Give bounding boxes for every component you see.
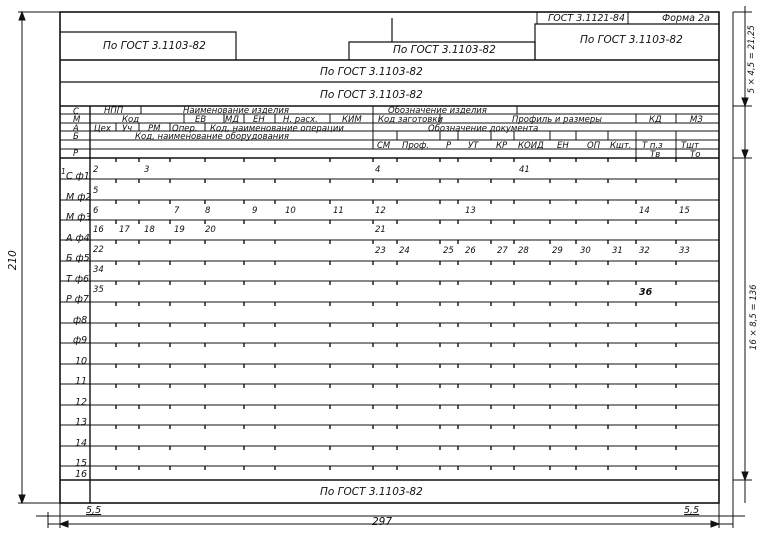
field-number: 29 [552,246,563,256]
label-kd: КД [649,115,662,125]
label-en: ЕН [253,115,265,125]
field-number: 33 [679,246,690,256]
field-number: 19 [174,225,185,235]
dim-body-rows: 16 × 8,5 = 136 [748,284,759,351]
dim-height: 210 [6,250,19,271]
label-uch: Уч [122,124,133,134]
field-number: 6 [93,206,99,216]
label-document: Обозначение документа [428,124,539,134]
field-number: 12 [375,206,386,216]
ref-left: По ГОСТ 3.1103-82 [103,40,206,52]
row-label: 13 [75,417,88,428]
row-label: 10 [75,356,88,367]
row-label: А ф4 [66,233,90,244]
field-number: 11 [333,206,344,216]
row-label: М ф3 [66,212,92,223]
field-number: 17 [119,225,130,235]
field-number: 24 [399,246,410,256]
field-number: 20 [205,225,216,235]
field-number: 23 [375,246,386,256]
gost-code: ГОСТ 3.1121-84 [548,13,625,24]
field-number: 4 [375,165,381,175]
field-number: 22 [93,245,104,255]
label-nrask: Н. расх. [283,115,318,125]
label-item-name: Наименование изделия [183,106,289,116]
field-number: 18 [144,225,155,235]
field-number: 31 [612,246,623,256]
field-number: 2 [93,165,99,175]
form-label: Форма 2а [662,13,710,24]
footer-ref: По ГОСТ 3.1103-82 [320,486,423,498]
label-ev: ЕВ [195,115,207,125]
label-md: МД [225,115,239,125]
ref-right: По ГОСТ 3.1103-82 [580,34,683,46]
prefix-a: А [73,124,79,134]
field-number: 36 [639,287,653,298]
field-number: 7 [174,206,180,216]
label-sm: СМ [377,141,391,151]
dim-margin-right: 5,5 [684,505,700,516]
label-npp: НПП [104,106,124,116]
prefix-m: М [73,115,81,125]
ref-mid: По ГОСТ 3.1103-82 [393,44,496,56]
prefix-b: Б [73,132,79,142]
label-kod: Код [122,115,140,125]
ref-row2: По ГОСТ 3.1103-82 [320,89,423,101]
label-kr: КР [496,141,508,151]
label-mz: МЗ [690,115,703,125]
field-number: 9 [252,206,258,216]
field-number: 32 [639,246,650,256]
row-label: Б ф5 [66,253,90,264]
field-number: 14 [639,206,650,216]
row-label: Р ф7 [66,294,89,305]
field-number: 3 [144,165,150,175]
field-number: 34 [93,265,104,275]
row-label: 11 [75,376,88,387]
label-operation: Код, наименование операции [210,124,344,134]
label-to: То [690,150,701,160]
label-rm: РМ [148,124,161,134]
field-number: 30 [580,246,591,256]
row-label: Т ф6 [66,274,89,285]
label-tpz: Т п.з [642,141,663,151]
label-en2: ЕН [557,141,569,151]
label-koid: КОИД [518,141,544,151]
dim-width: 297 [372,516,393,528]
field-number: 10 [285,206,296,216]
label-oper: Опер. [172,124,198,134]
field-number: 35 [93,285,104,295]
row-label: 14 [75,438,88,449]
label-r: Р [446,141,452,151]
row-label: ф9 [73,335,88,346]
prefix-c: С [73,107,79,117]
field-number: 21 [375,225,386,235]
field-number: 26 [465,246,476,256]
row-label: ф8 [73,315,88,326]
label-kod-zag: Код заготовки [378,115,444,125]
field-number: 16 [93,225,104,235]
row-label: С ф1 [66,171,90,182]
field-number: 28 [518,246,529,256]
label-profil: Профиль и размеры [512,115,603,125]
dim-header-rows: 5 × 4,5 = 21,25 [746,25,757,94]
label-kim: КИМ [342,115,362,125]
label-equipment: Код, наименование оборудования [135,132,289,142]
label-tv: Тв [650,150,661,160]
row-label: 12 [75,397,88,408]
row-first-index: 1 [61,167,66,176]
field-number: 27 [497,246,508,256]
field-number: 8 [205,206,211,216]
label-op: ОП [587,141,601,151]
label-ut: УТ [468,141,479,151]
label-item-designation: Обозначение изделия [388,106,487,116]
label-prof: Проф. [402,141,429,151]
ref-row1: По ГОСТ 3.1103-82 [320,66,423,78]
field-number: 25 [443,246,454,256]
row-label: 15 [75,458,88,469]
row-label: М ф2 [66,192,92,203]
row-label: 16 [75,469,88,480]
field-number: 13 [465,206,476,216]
field-number: 15 [679,206,690,216]
field-number: 5 [93,186,99,196]
field-number: 41 [519,165,530,175]
label-cex: Цех [94,124,111,134]
prefix-p: Р [73,149,79,159]
label-tsht: Тшт [681,141,699,151]
label-kst: Кшт. [610,141,632,151]
dim-margin-left: 5,5 [86,505,102,516]
